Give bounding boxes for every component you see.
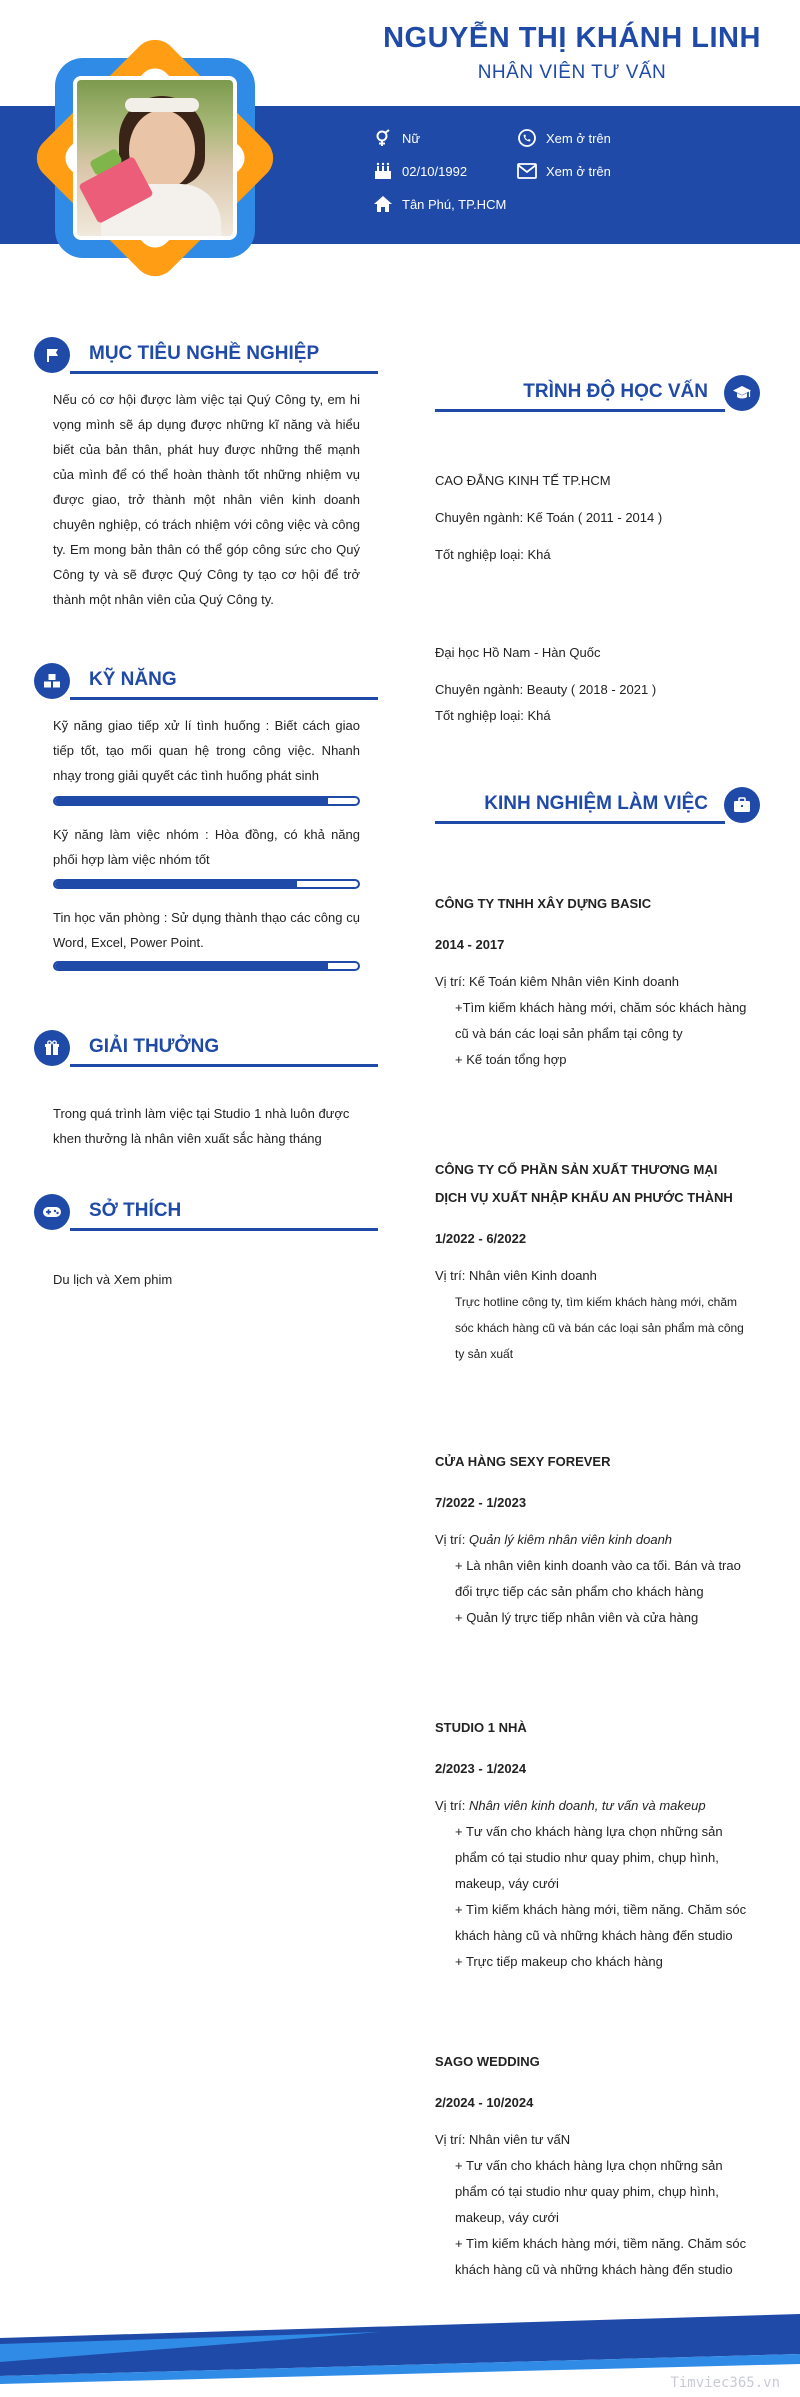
graduation-cap-icon [724, 375, 760, 411]
education-2-major: Chuyên ngành: Beauty ( 2018 - 2021 ) [435, 682, 657, 697]
job-3-line-1: + Là nhân viên kinh doanh vào ca tối. Bán và trao [455, 1558, 741, 1573]
phone-value[interactable]: Xem ở trên [546, 130, 611, 146]
job-4-line-5: khách hàng cũ và những khách hàng đến studio [455, 1928, 733, 1943]
skill-item-1-text: Kỹ năng giao tiếp xử lí tình huống : Biết cách giao tiếp tốt, tạo mối quan hệ trong công việc. Nhanh nhạy trong giải quyết các tình huống phát sinh [53, 718, 360, 783]
section-hobbies-heading [34, 1194, 378, 1238]
skill-item-1-bar [53, 796, 360, 806]
section-education-heading [435, 375, 760, 419]
objective-heading-label: MỤC TIÊU NGHỀ NGHIỆP [89, 343, 320, 364]
job-2-period: 1/2022 - 6/2022 [435, 1231, 527, 1246]
job-4-line-4: + Tìm kiếm khách hàng mới, tiềm năng. Chăm sóc [455, 1902, 747, 1917]
footer-watermark: Timviec365.vn [670, 2375, 780, 2391]
job-2-company-line-1: CÔNG TY CỔ PHẦN SẢN XUẤT THƯƠNG MẠI [435, 1162, 718, 1177]
awards-text: Trong quá trình làm việc tại Studio 1 nhà luôn được khen thưởng là nhân viên xuất sắc hàng tháng [53, 1106, 350, 1146]
job-1-line-3: + Kế toán tổng hợp [455, 1052, 567, 1067]
gamepad-icon [34, 1194, 70, 1230]
job-1-line-2: cũ và bán các loại sản phẩm tại công ty [455, 1026, 683, 1041]
briefcase-icon [724, 787, 760, 823]
hobbies-text: Du lịch và Xem phim [53, 1272, 173, 1287]
gift-icon [34, 1030, 70, 1066]
skill-item-3-text: Tin học văn phòng : Sử dụng thành thạo các công cụ Word, Excel, Power Point. [53, 910, 360, 950]
job-5-position: Vị trí: Nhân viên tư vấN [435, 2132, 571, 2147]
job-3-line-3: + Quản lý trực tiếp nhân viên và cửa hàng [455, 1610, 699, 1625]
section-objective-heading [34, 337, 378, 381]
job-5-line-2: phẩm có tại studio như quay phim, chụp hình, [455, 2184, 719, 2199]
education-1-grade: Tốt nghiệp loại: Khá [435, 547, 551, 562]
awards-heading-rule [70, 1064, 378, 1067]
section-skills-heading [34, 663, 378, 707]
job-4-line-6: + Trực tiếp makeup cho khách hàng [455, 1954, 663, 1969]
job-4-company: STUDIO 1 NHÀ [435, 1720, 527, 1735]
job-1-company: CÔNG TY TNHH XÂY DỰNG BASIC [435, 896, 652, 911]
skill-item-3-bar-fill [55, 963, 328, 969]
gender-value: Nữ [402, 130, 421, 146]
contact-email [516, 161, 611, 181]
skills-heading-label: KỸ NĂNG [89, 669, 177, 690]
skill-item-2-bar [53, 879, 360, 889]
job-4-line-2: phẩm có tại studio như quay phim, chụp hình, [455, 1850, 719, 1865]
cubes-icon [34, 663, 70, 699]
section-awards-heading [34, 1030, 378, 1074]
job-4-line-3: makeup, váy cưới [455, 1876, 559, 1891]
avatar [73, 76, 237, 240]
experience-heading-rule [435, 821, 725, 824]
job-2-line-3: ty sản xuất [455, 1347, 514, 1361]
education-2-school: Đại học Hồ Nam - Hàn Quốc [435, 645, 601, 660]
email-value[interactable]: Xem ở trên [546, 163, 611, 179]
phone-icon [516, 128, 538, 148]
job-3-line-2: đổi trực tiếp các sản phẩm cho khách hàng [455, 1584, 704, 1599]
contact-phone [516, 128, 611, 148]
job-1-line-1: +Tìm kiếm khách hàng mới, chăm sóc khách hàng [455, 1000, 747, 1015]
job-2-line-1: Trực hotline công ty, tìm kiếm khách hàng mới, chăm [455, 1295, 738, 1309]
job-4-period: 2/2023 - 1/2024 [435, 1761, 527, 1776]
birthday-cake-icon [372, 161, 394, 181]
hobbies-heading-rule [70, 1228, 378, 1231]
job-5-period: 2/2024 - 10/2024 [435, 2095, 534, 2110]
address-value: Tân Phú, TP.HCM [402, 196, 507, 212]
skill-item-2-bar-fill [55, 881, 297, 887]
awards-heading-label: GIẢI THƯỞNG [89, 1036, 220, 1057]
education-1-school: CAO ĐẲNG KINH TẾ TP.HCM [435, 473, 611, 488]
contact-gender [372, 128, 420, 148]
skill-item-2-text: Kỹ năng làm việc nhóm : Hòa đồng, có khả năng phối hợp làm việc nhóm tốt [53, 827, 360, 867]
job-3-position: Vị trí: Quản lý kiêm nhân viên kinh doanh [435, 1532, 673, 1547]
gender-icon [372, 128, 394, 148]
candidate-name: NGUYỄN THỊ KHÁNH LINH [383, 22, 761, 54]
home-icon [372, 194, 394, 214]
job-3-period: 7/2022 - 1/2023 [435, 1495, 527, 1510]
education-heading-rule [435, 409, 725, 412]
job-2-line-2: sóc khách hàng cũ và bán các loại sản phẩm mà công [455, 1321, 744, 1335]
job-1-position: Vị trí: Kế Toán kiêm Nhân viên Kinh doanh [435, 974, 680, 989]
education-1-major: Chuyên ngành: Kế Toán ( 2011 - 2014 ) [435, 510, 663, 525]
job-2-position: Vị trí: Nhân viên Kinh doanh [435, 1268, 597, 1283]
envelope-icon [516, 161, 538, 181]
job-2-company-line-2: DỊCH VỤ XUẤT NHẬP KHẨU AN PHƯỚC THÀNH [435, 1190, 733, 1205]
contact-birthday [372, 161, 467, 181]
education-2-grade: Tốt nghiệp loại: Khá [435, 708, 551, 723]
objective-heading-rule [70, 371, 378, 374]
job-5-line-1: + Tư vấn cho khách hàng lựa chọn những sản [455, 2158, 723, 2173]
hobbies-heading-label: SỞ THÍCH [89, 1200, 182, 1221]
job-4-line-1: + Tư vấn cho khách hàng lựa chọn những sản [455, 1824, 723, 1839]
contact-address [372, 194, 506, 214]
candidate-title: NHÂN VIÊN TƯ VẤN [477, 62, 667, 83]
experience-heading-label: KINH NGHIỆM LÀM VIỆC [484, 793, 708, 814]
birthday-value: 02/10/1992 [402, 163, 468, 179]
job-5-line-5: khách hàng cũ và những khách hàng đến studio [455, 2262, 733, 2277]
job-3-company: CỬA HÀNG SEXY FOREVER [435, 1454, 611, 1469]
job-5-company: SAGO WEDDING [435, 2054, 540, 2069]
education-heading-label: TRÌNH ĐỘ HỌC VẤN [523, 381, 708, 402]
skill-item-1-bar-fill [55, 798, 328, 804]
job-1-period: 2014 - 2017 [435, 937, 505, 952]
section-experience-heading [435, 787, 760, 831]
skills-heading-rule [70, 697, 378, 700]
flag-icon [34, 337, 70, 373]
job-4-position: Vị trí: Nhân viên kinh doanh, tư vấn và makeup [435, 1798, 706, 1813]
objective-text: Nếu có cơ hội được làm việc tại Quý Công ty, em hi vọng mình sẽ áp dụng được những kĩ năng và hiểu biết của bản thân, phát huy được những thế mạnh của mình để có thể hoàn thành tốt những nhiệm vụ được giao, trở thành một nhân viên kinh doanh chuyên nghiệp, có trách nhiệm với công việc và công ty. Em mong bản thân có thể góp công sức cho Quý Công ty và sẽ được Quý Công ty tạo cơ hội để trở thành một nhân viên của Quý Công ty. [53, 392, 360, 607]
profile-photo-frame [25, 28, 285, 288]
job-5-line-4: + Tìm kiếm khách hàng mới, tiềm năng. Chăm sóc [455, 2236, 747, 2251]
skill-item-3-bar [53, 961, 360, 971]
job-5-line-3: makeup, váy cưới [455, 2210, 559, 2225]
